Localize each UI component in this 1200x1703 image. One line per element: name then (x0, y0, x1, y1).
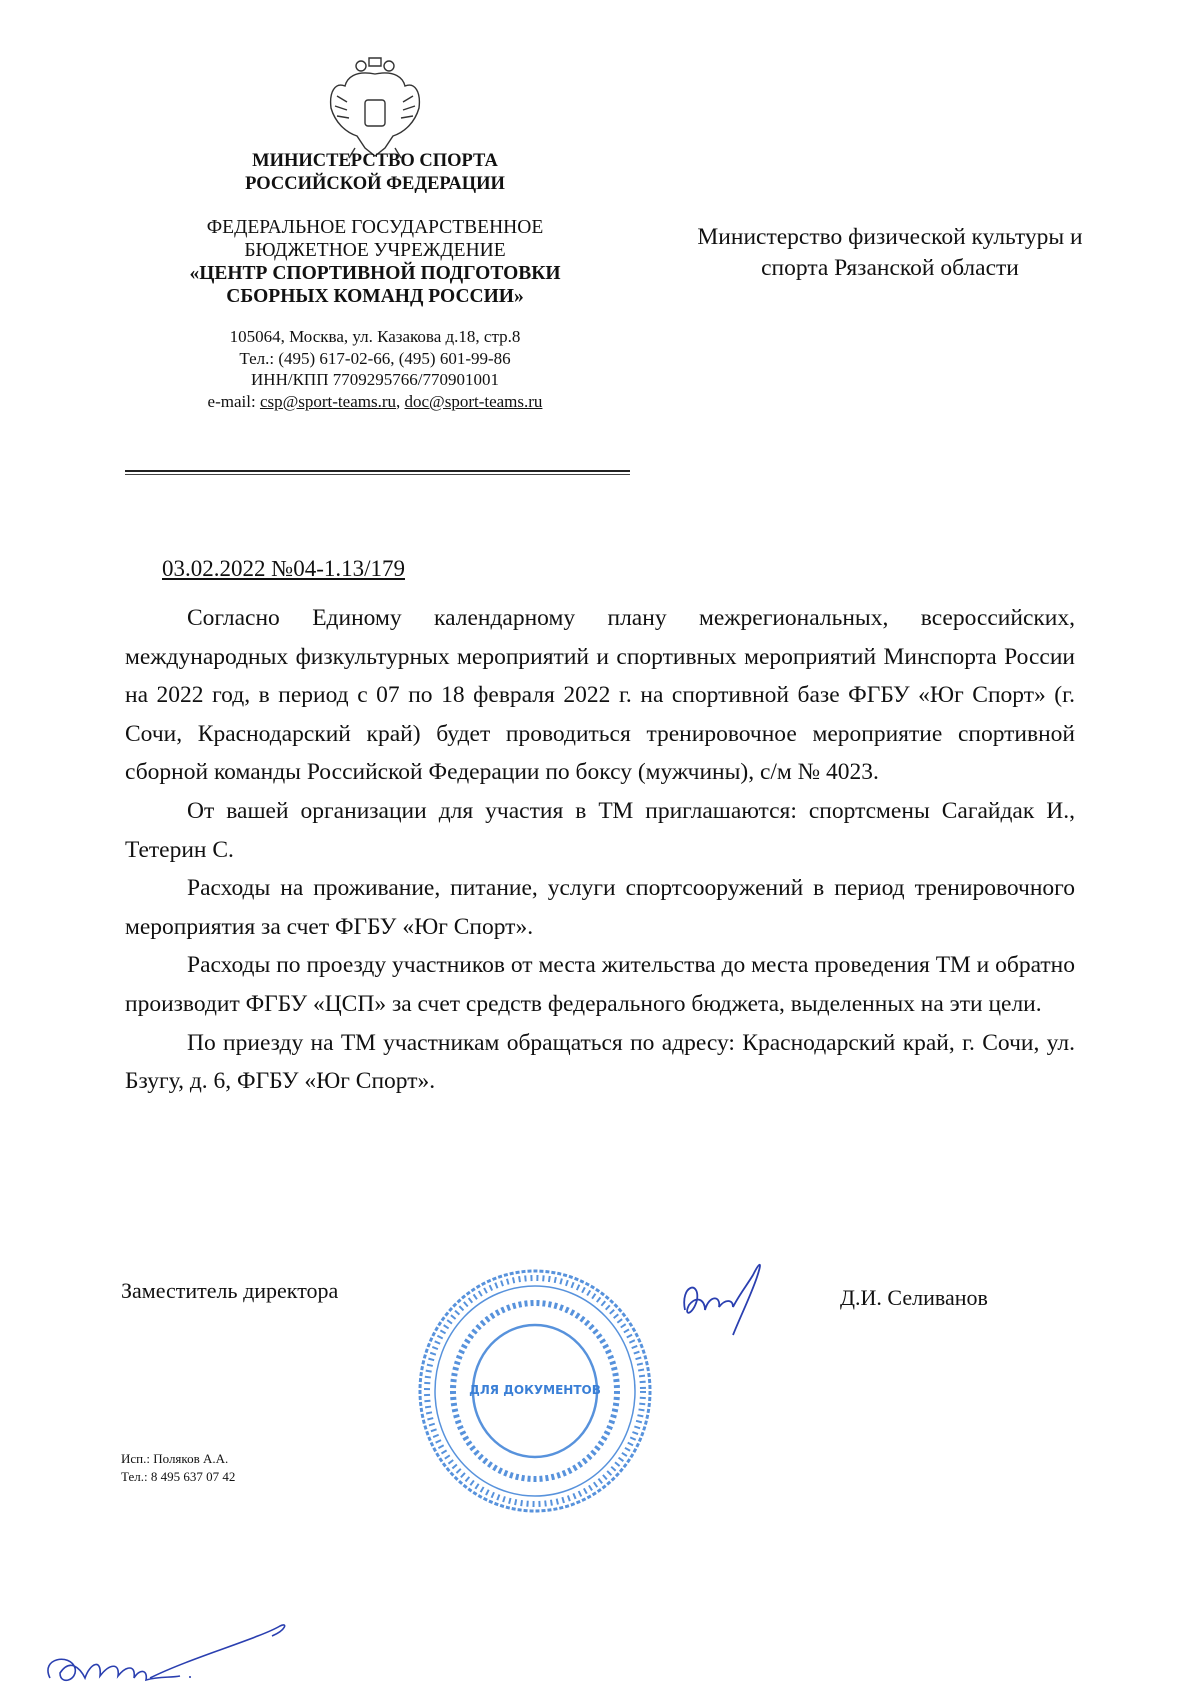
official-stamp (410, 1266, 660, 1521)
recipient-line: Министерство физической культуры и (697, 224, 1083, 250)
letterhead-divider (125, 470, 630, 475)
body-paragraph: Согласно Единому календарному плану межрегиональных, всероссийских, международных физкультурных мероприятий и спортивных мероприятий Минспорта России на 2022 год, в период с 07 по 18 февраля 2022 г. на спортивной базе ФГБУ «Юг Спорт» (г. Сочи, Краснодарский край) будет проводиться тренировочное мероприятие спортивной сборной команды Российской Федерации по боксу (мужчины), с/м № 4023. (125, 605, 1075, 786)
body-paragraph: Расходы по проезду участников от места жительства до места проведения ТМ и обратно производит ФГБУ «ЦСП» за счет средств федерального бюджета, выделенных на эти цели. (125, 952, 1075, 1017)
executor-name: Исп.: Поляков А.А. (121, 1451, 229, 1466)
body-paragraph: Расходы на проживание, питание, услуги спортсооружений в период тренировочного мероприятия за счет ФГБУ «Юг Спорт». (125, 875, 1075, 940)
email-link-doc[interactable]: doc@sport-teams.ru (404, 391, 543, 411)
handwritten-initials (40, 1618, 300, 1703)
body-paragraph: По приезду на ТМ участникам обращаться по адресу: Краснодарский край, г. Сочи, ул. Бзугу, д. 6, ФГБУ «Юг Спорт». (125, 1029, 1075, 1095)
org-name-line: «ЦЕНТР СПОРТИВНОЙ ПОДГОТОВКИ (189, 263, 561, 284)
email-separator: , (396, 391, 405, 411)
sender-letterhead (120, 150, 630, 412)
body-paragraph: От вашей организации для участия в ТМ приглашаются: спортсмены Сагайдак И., Тетерин С. (125, 797, 1075, 863)
org-type-line: БЮДЖЕТНОЕ УЧРЕЖДЕНИЕ (244, 240, 506, 261)
org-inn: ИНН/КПП 7709295766/770901001 (251, 370, 499, 389)
stamp-text: ДЛЯ ДОКУМЕНТОВ (469, 1383, 601, 1397)
org-type-line: ФЕДЕРАЛЬНОЕ ГОСУДАРСТВЕННОЕ (206, 217, 544, 238)
signatory-name: Д.И. Селиванов (840, 1285, 988, 1310)
email-link-csp[interactable]: csp@sport-teams.ru (259, 391, 396, 411)
org-email-line (120, 391, 630, 413)
org-phone: Тел.: (495) 617-02-66, (495) 601-99-86 (239, 348, 511, 368)
recipient-block (640, 222, 1140, 284)
org-address: 105064, Москва, ул. Казакова д.18, стр.8 (229, 327, 521, 346)
org-name-line: СБОРНЫХ КОМАНД РОССИИ» (226, 286, 524, 307)
document-date-number: 03.02.2022 №04-1.13/179 (162, 556, 405, 581)
executor-phone: Тел.: 8 495 637 07 42 (121, 1469, 236, 1484)
email-label: e-mail: (207, 391, 260, 411)
ministry-name-line: РОССИЙСКОЙ ФЕДЕРАЦИИ (245, 174, 505, 194)
ministry-name-line: МИНИСТЕРСТВО СПОРТА (252, 151, 498, 171)
executor-info (121, 1450, 235, 1486)
recipient-line: спорта Рязанской области (761, 255, 1019, 281)
letter-body (125, 599, 1075, 1101)
handwritten-signature (675, 1255, 785, 1350)
signatory-position: Заместитель директора (121, 1278, 339, 1303)
